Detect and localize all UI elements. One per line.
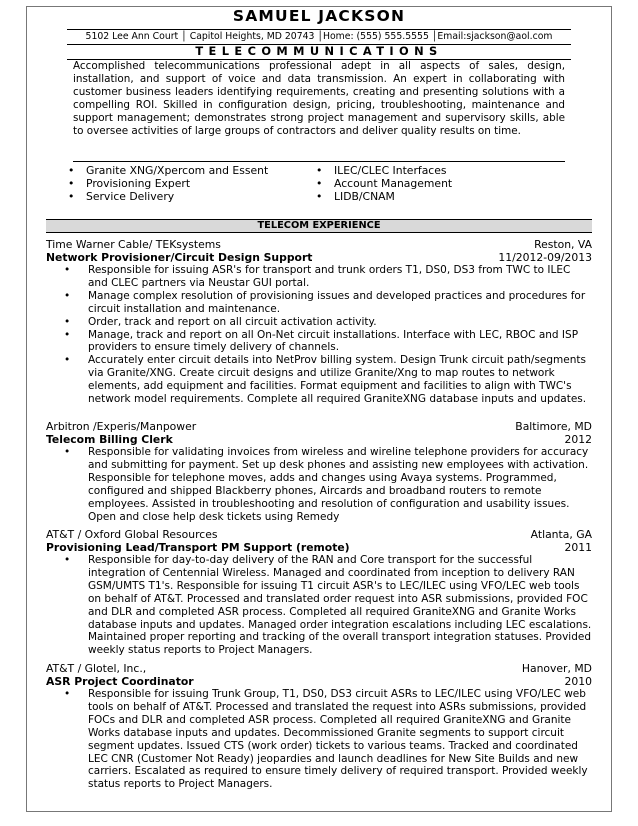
job-bullet: • Order, track and report on all circuit activation activity. [64,316,592,329]
contact-line: 5102 Lee Ann Court │ Capitol Heights, MD 20743 │Home: (555) 555.5555 │Email:sjackson@aol.com [67,29,571,45]
job-company: Time Warner Cable/ TEKsystems [46,238,221,251]
job-location: Reston, VA [534,238,592,251]
skill-item: • Provisioning Expert [68,178,268,191]
job-bullets [64,264,592,406]
skill-item: • Granite XNG/Xpercom and Essent [68,165,268,178]
job-role: Provisioning Lead/Transport PM Support (remote) [46,541,350,554]
job-role: Telecom Billing Clerk [46,433,173,446]
job-role: ASR Project Coordinator [46,675,194,688]
professional-title: TELECOMMUNICATIONS [67,44,571,60]
skill-item: • LIDB/CNAM [316,191,452,204]
job-company: Arbitron /Experis/Manpower [46,420,197,433]
job-role-line [46,675,592,688]
job-company: AT&T / Oxford Global Resources [46,528,218,541]
job-bullets [64,554,592,657]
job-bullets [64,446,592,523]
job-role-line [46,251,592,264]
job-bullet: • Responsible for issuing Trunk Group, T1, DS0, DS3 circuit ASRs to LEC/ILEC using VFO/LEC web tools on behalf of AT&T. Processed and translated the request into ASRs submissions, provided FOCs and DLR and completed ASR process. Completed all required GraniteXNG and Granite Works database inputs and updates. Decommissioned Granite segments to support circuit segment updates. Issued CTS (work order) tickets to various teams. Tracked and coordinated LEC CNR (Customer Not Ready) jeopardies and launch deadlines for New Site Builds and new carriers. Escalated as required to ensure timely delivery of required transport. Provided weekly status reports to Project Managers. [64,688,592,791]
job-location: Baltimore, MD [515,420,592,433]
skill-item: • Service Delivery [68,191,268,204]
skill-item: • ILEC/CLEC Interfaces [316,165,452,178]
job-dates: 2011 [564,541,592,554]
job-role-line [46,433,592,446]
job-bullet: • Responsible for day-to-day delivery of the RAN and Core transport for the successful integration of Centennial Wireless. Managed and coordinated from inception to delivery RAN GSM/UMTS T1's. Responsible for issuing T1 circuit ASR's to LEC/ILEC using VFO/LEC web tools on behalf of AT&T. Processed and translated order request into ASR submissions, provided FOC and DLR and completed ASR process. Completed all required GraniteXNG and Granite Works database inputs and updates. Managed order integration escalations including LEC escalations. Maintained proper reporting and tracking of the overall transport integration statuses. Provided weekly status reports to Project Managers. [64,554,592,657]
divider [73,161,565,162]
job-dates: 2012 [564,433,592,446]
job-location: Hanover, MD [521,662,592,675]
job-bullet: • Accurately enter circuit details into NetProv billing system. Design Trunk circuit path/segments via Granite/XNG. Create circuit designs and utilize Granite/Xng to map routes to network elements, add equipment and facilities. Format equipment and facilities to align with TWC's network model requirements. Complete all required GraniteXNG database inputs and updates. [64,354,592,406]
job-bullets [64,688,592,791]
job-bullet: • Responsible for issuing ASR's for transport and trunk orders T1, DS0, DS3 from TWC to ILEC and CLEC partners via Neustar GUI portal. [64,264,592,290]
skill-item: • Account Management [316,178,452,191]
experience-heading: TELECOM EXPERIENCE [46,219,592,233]
job-dates: 11/2012-09/2013 [498,251,592,264]
summary-paragraph: Accomplished telecommunications professional adept in all aspects of sales, design, installation, and support of voice and data transmission. An expert in collaborating with customer business leaders identifying requirements, creating and presenting solutions with a compelling ROI. Skilled in configuration design, pricing, troubleshooting, maintenance and support management; demonstrates strong project management and supervisory skills, able to oversee activities of large groups of contractors and deliver quality results on time. [73,60,565,137]
job-company-line [46,528,592,541]
job-bullet: • Manage complex resolution of provisioning issues and developed practices and procedures for circuit installation and maintenance. [64,290,592,316]
job-bullet: • Responsible for validating invoices from wireless and wireline telephone providers for accuracy and submitting for payment. Set up desk phones and assisting new employees with activation. Responsible for telephone moves, adds and changes using Avaya systems. Programmed, configured and shipped Blackberry phones, Aircards and broadband routers to remote employees. Assisted in troubleshooting and resolution of configuration and usability issues. Open and close help desk tickets using Remedy [64,446,592,523]
job-company: AT&T / Glotel, Inc., [46,662,147,675]
job-company-line [46,662,592,675]
skills-column-2 [316,165,452,204]
job-bullet: • Manage, track and report on all On-Net circuit installations. Interface with LEC, RBOC and ISP providers to ensure timely delivery of channels. [64,329,592,355]
job-location: Atlanta, GA [530,528,592,541]
job-dates: 2010 [564,675,592,688]
job-role: Network Provisioner/Circuit Design Support [46,251,313,264]
skills-column-1 [68,165,268,204]
job-role-line [46,541,592,554]
job-company-line [46,420,592,433]
job-company-line [46,238,592,251]
candidate-name: SAMUEL JACKSON [232,7,406,25]
